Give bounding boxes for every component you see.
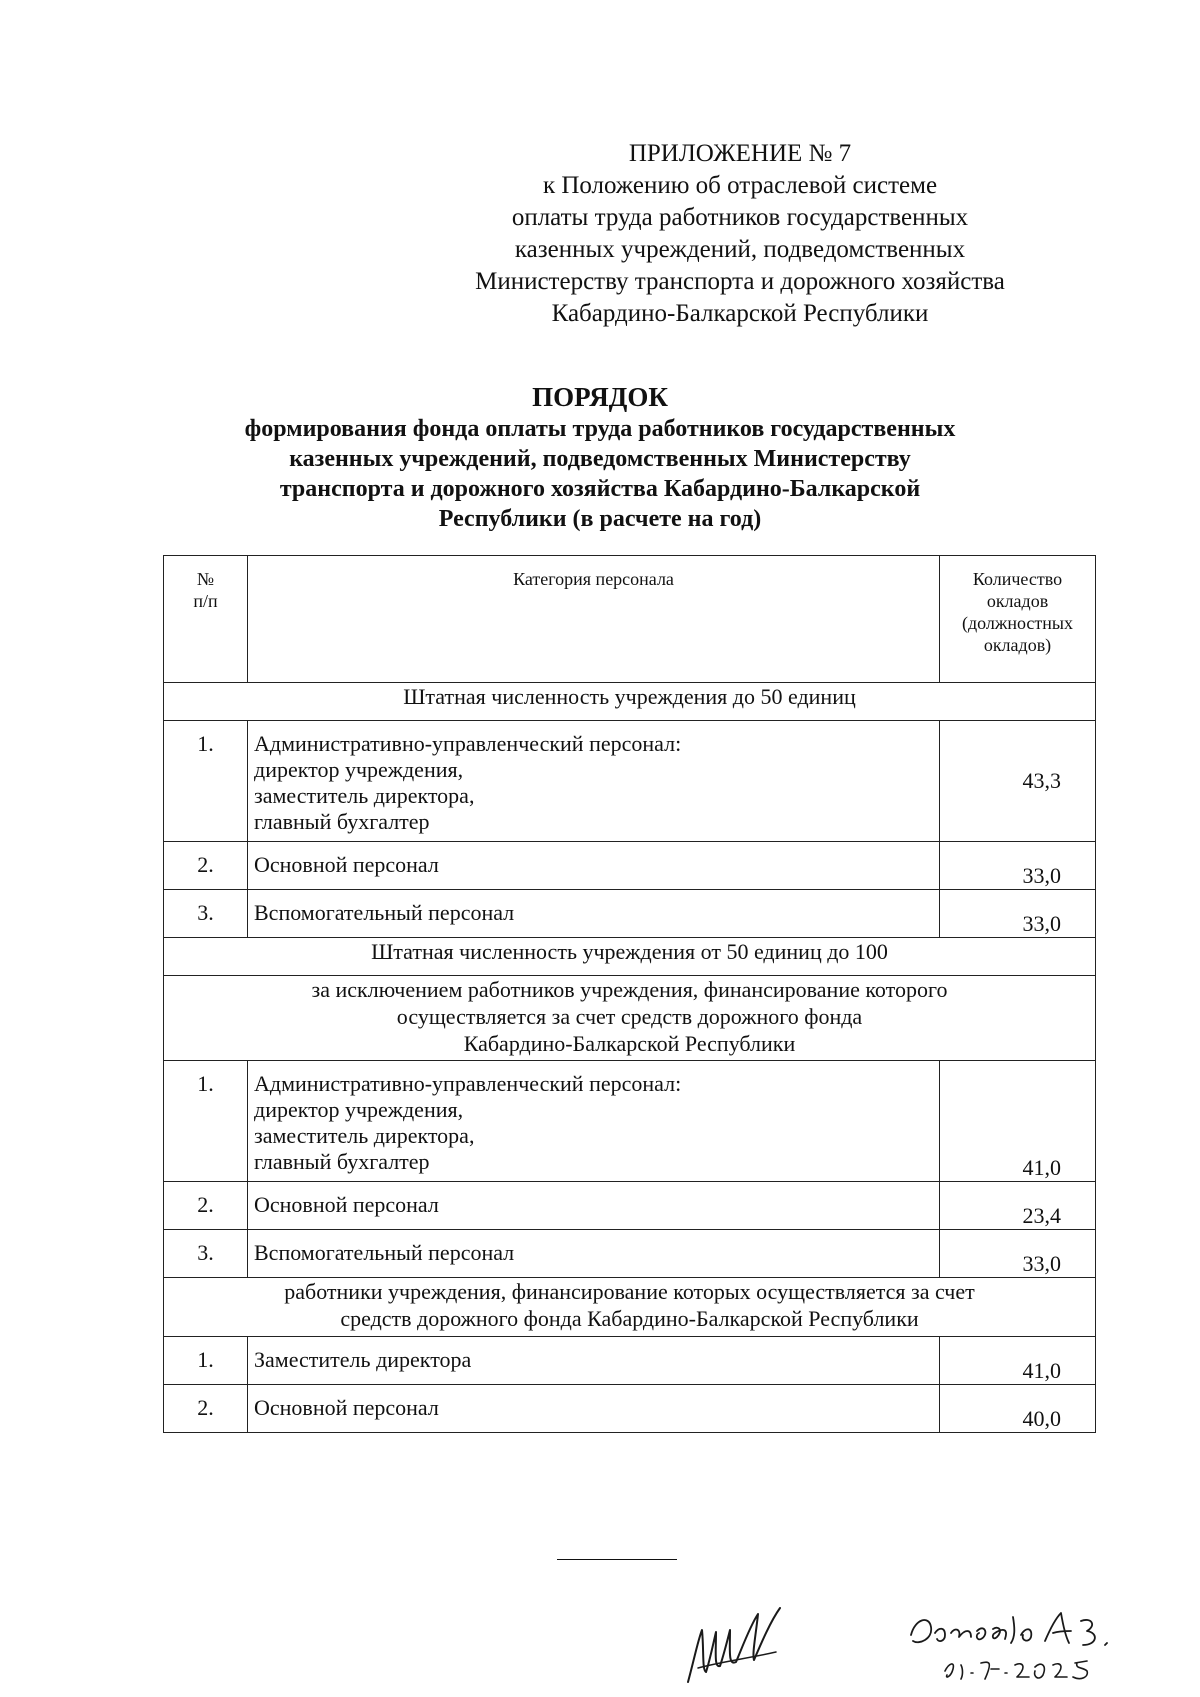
header-count <box>940 556 1096 683</box>
header-number-text: № п/п <box>193 569 218 611</box>
section-heading <box>164 938 1096 976</box>
signature-scribble <box>680 1600 800 1690</box>
subtitle-line: формирования фонда оплаты труда работников государственных <box>244 416 956 442</box>
row-number: 1. <box>164 721 248 842</box>
table-row <box>164 890 1096 938</box>
section-subheading <box>164 976 1096 1061</box>
subtitle-line: транспорта и дорожного хозяйства Кабардино-Балкарской <box>279 476 921 502</box>
table-row <box>164 1230 1096 1278</box>
row-count: 43,3 <box>940 721 1096 842</box>
row-category: Основной персонал <box>248 842 940 890</box>
row-number: 2. <box>164 1182 248 1230</box>
section2-subtitle: за исключением работников учреждения, финансирование которого осуществляется за счет средств дорожного фонда Кабардино-Балкарской Республики <box>164 976 1096 1061</box>
row-number: 2. <box>164 1385 248 1433</box>
row-number: 3. <box>164 890 248 938</box>
row-number: 2. <box>164 842 248 890</box>
header-count-text: Количество окладов (должностных окладов) <box>962 569 1073 655</box>
section2-title: Штатная численность учреждения от 50 единиц до 100 <box>164 938 1096 976</box>
section1-title: Штатная численность учреждения до 50 единиц <box>164 683 1096 721</box>
document-title: ПОРЯДОК <box>532 382 668 412</box>
payroll-table <box>163 555 1096 1433</box>
handwritten-signoff <box>905 1605 1135 1685</box>
header-number <box>164 556 248 683</box>
row-count: 23,4 <box>940 1182 1096 1230</box>
row-category: Административно-управленческий персонал: директор учреждения, заместитель директора, главный бухгалтер <box>248 721 940 842</box>
row-number: 1. <box>164 1061 248 1182</box>
appendix-line: казенных учреждений, подведомственных <box>514 236 966 263</box>
row-category: Основной персонал <box>248 1182 940 1230</box>
signoff-handwriting <box>905 1605 1135 1685</box>
row-category: Заместитель директора <box>248 1337 940 1385</box>
row-count: 40,0 <box>940 1385 1096 1433</box>
table-row <box>164 1182 1096 1230</box>
end-divider <box>557 1559 677 1560</box>
header-category-text: Категория персонала <box>513 569 674 589</box>
subtitle-line: казенных учреждений, подведомственных Министерству <box>289 446 911 472</box>
row-count: 41,0 <box>940 1061 1096 1182</box>
document-subtitle <box>150 414 1050 534</box>
row-category: Административно-управленческий персонал: директор учреждения, заместитель директора, главный бухгалтер <box>248 1061 940 1182</box>
table-row <box>164 842 1096 890</box>
header-category <box>248 556 940 683</box>
appendix-line: оплаты труда работников государственных <box>511 204 969 231</box>
row-count: 33,0 <box>940 842 1096 890</box>
row-count: 41,0 <box>940 1337 1096 1385</box>
subtitle-line: Республики (в расчете на год) <box>438 506 762 532</box>
table-row <box>164 1061 1096 1182</box>
table-row <box>164 1337 1096 1385</box>
row-category: Вспомогательный персонал <box>248 1230 940 1278</box>
row-number: 1. <box>164 1337 248 1385</box>
appendix-header <box>440 138 1040 330</box>
row-number: 3. <box>164 1230 248 1278</box>
appendix-line: ПРИЛОЖЕНИЕ № 7 <box>628 140 852 167</box>
table-row <box>164 721 1096 842</box>
row-count: 33,0 <box>940 1230 1096 1278</box>
table-header-row <box>164 556 1096 683</box>
row-count: 33,0 <box>940 890 1096 938</box>
appendix-line: Министерству транспорта и дорожного хозяйства <box>475 268 1005 295</box>
appendix-line: к Положению об отраслевой системе <box>542 172 938 199</box>
section-heading <box>164 683 1096 721</box>
row-category: Вспомогательный персонал <box>248 890 940 938</box>
section3-title: работники учреждения, финансирование которых осуществляется за счет средств дорожного фонда Кабардино-Балкарской Республики <box>164 1278 1096 1337</box>
appendix-line: Кабардино-Балкарской Республики <box>551 300 929 327</box>
table-row <box>164 1385 1096 1433</box>
row-category: Основной персонал <box>248 1385 940 1433</box>
section-heading <box>164 1278 1096 1337</box>
